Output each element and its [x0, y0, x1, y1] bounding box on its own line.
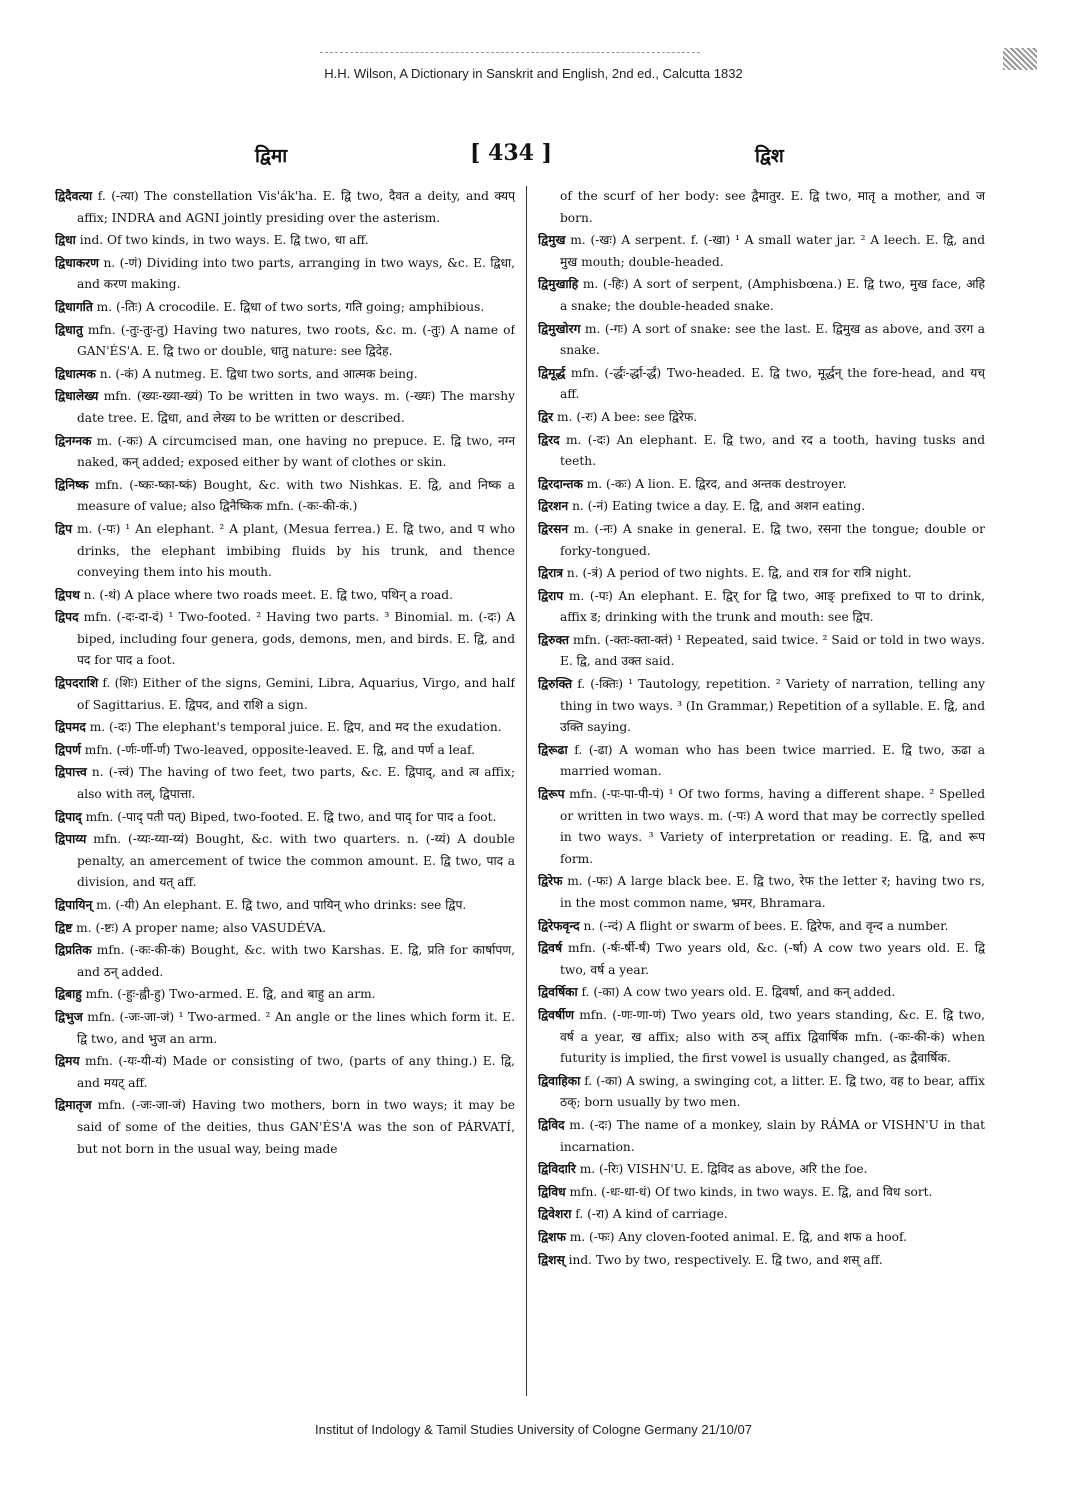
- entry-headword: द्विरशन: [538, 499, 569, 514]
- column-divider: [526, 186, 527, 1396]
- entry-definition: m. (-हिः) A sort of serpent, (Amphisbœna.) E. द्वि two, मुख face, अहि a snake; the double-headed snake.: [560, 277, 985, 313]
- dictionary-entry: [55, 253, 515, 296]
- dictionary-entry: [538, 1227, 985, 1249]
- entry-definition: m. (-पः) An elephant. E. द्विर् for द्वि two, आङ् prefixed to पा to drink, affix ड; drinking with the trunk and mouth: see द्विप.: [560, 588, 985, 625]
- running-head: [0, 140, 1067, 170]
- entry-definition: m. (-रः) A bee: see द्विरेफ.: [557, 409, 698, 424]
- entry-definition: mfn. (-क्तः-क्ता-क्तं) ¹ Repeated, said twice. ² Said or told in two ways. E. द्वि, and उक्त said.: [560, 632, 985, 669]
- entry-definition: m. (-दः) The elephant's temporal juice. E. द्विप, and मद the exudation.: [89, 720, 502, 735]
- entry-headword: द्विरद: [538, 432, 560, 447]
- top-dotted-rule: [320, 52, 700, 53]
- entry-definition: mfn. (-यः-यी-यं) Made or consisting of two, (parts of any thing.) E. द्वि, and मयट् aff.: [77, 1054, 515, 1090]
- page-number: [ 434 ]: [470, 140, 553, 166]
- entry-definition: mfn. (-तुः-तुः-तु) Having two natures, two roots, &c. m. (-तुः) A name of GAN'ÉS'A. E. द्वि two or double, धातु nature: see द्विदेह.: [77, 322, 515, 359]
- dictionary-entry: [55, 1007, 515, 1050]
- entry-definition: ind. Of two kinds, in two ways. E. द्वि two, धा aff.: [79, 233, 369, 248]
- entry-definition: mfn. (-पः-पा-पी-पं) ¹ Of two forms, having a different shape. ² Spelled or written in two ways. m. (-पः) A word that may be correctly spelled in two ways. ³ Variety of interpretation or reading. E. द्वि, and रूप form.: [560, 787, 985, 866]
- dictionary-entry: [55, 673, 515, 716]
- entry-definition: f. (शिः) Either of the signs, Gemini, Libra, Aquarius, Virgo, and half of Sagittarius. E. द्विपद, and राशि a sign.: [77, 676, 515, 712]
- entry-headword: द्विप: [55, 521, 73, 536]
- dictionary-entry: [55, 984, 515, 1006]
- entry-definition: m. (-ष्टः) A proper name; also VASUDÉVA.: [76, 920, 327, 935]
- entry-definition: mfn. (-य्यः-य्या-य्यं) Bought, &c. with two quarters. n. (-य्यं) A double penalty, an amercement of twice the common amount. E. द्वि two, पाद a division, and यत् aff.: [77, 832, 515, 890]
- dictionary-entry: [55, 829, 515, 894]
- entry-definition: f. (-ढा) A woman who has been twice married. E. द्वि two, ऊढा a married woman.: [560, 742, 985, 779]
- dictionary-entry: [55, 895, 515, 917]
- entry-headword: द्विराप: [538, 588, 564, 603]
- dictionary-entry: [55, 740, 515, 762]
- dictionary-entry: [538, 784, 985, 870]
- entry-definition: m. (-तिः) A crocodile. E. द्विधा of two sorts, गति going; amphibious.: [96, 299, 485, 314]
- entry-definition: m. (-नः) A snake in general. E. द्वि two, रसना the tongue; double or forky-tongued.: [560, 521, 985, 558]
- dictionary-entry: [538, 938, 985, 981]
- dictionary-entry: [538, 430, 985, 473]
- dictionary-entry: [538, 563, 985, 585]
- entry-definition: mfn. (-कः-की-कं) Bought, &c. with two Karshas. E. द्वि, प्रति for कार्षापण, and ठन् added.: [77, 943, 515, 979]
- dictionary-entry: [538, 871, 985, 914]
- entry-definition: m. (-दः) An elephant. E. द्वि two, and रद a tooth, having tusks and teeth.: [560, 432, 985, 469]
- dictionary-entry: [55, 1095, 515, 1160]
- entry-headword: द्विरुक्ति: [538, 677, 573, 692]
- entry-definition: f. (-त्या) The constellation Vis'ák'ha. E. द्वि two, दैवत a deity, and क्यप् affix; INDRA and AGNI jointly presiding over the asterism.: [77, 189, 515, 225]
- entry-definition: m. (-फः) A large black bee. E. द्वि two, रेफ the letter र; having two rs, in the most common name, भ्रमर, Bhramara.: [560, 874, 985, 910]
- entry-headword: द्विशफ: [538, 1229, 566, 1244]
- entry-headword: द्विधाकरण: [55, 255, 99, 270]
- entry-headword: द्विवाहिका: [538, 1073, 581, 1088]
- dictionary-entry: [55, 364, 515, 386]
- dictionary-entry: [538, 496, 985, 518]
- dictionary-entry: [55, 475, 515, 518]
- right-column: [538, 186, 985, 1396]
- entry-headword: द्विरेफ: [538, 874, 563, 889]
- dictionary-entry: [538, 1250, 985, 1272]
- dictionary-entry: [538, 186, 985, 229]
- dictionary-entry: [538, 319, 985, 362]
- dictionary-entry: [538, 230, 985, 273]
- dictionary-entry: [55, 918, 515, 940]
- dictionary-entry: [538, 1071, 985, 1114]
- entry-headword: द्विष्ट: [55, 920, 73, 935]
- entry-headword: द्विशस्: [538, 1252, 565, 1267]
- dictionary-entry: [55, 762, 515, 805]
- entry-headword: द्विरात्र: [538, 566, 564, 581]
- dictionary-entry: [55, 1051, 515, 1094]
- entry-headword: द्विधात्मक: [55, 366, 96, 381]
- entry-headword: द्विरूप: [538, 787, 565, 802]
- dictionary-entry: [538, 740, 985, 783]
- entry-definition: mfn. (-जः-जा-जं) ¹ Two-armed. ² An angle or the lines which form it. E. द्वि two, and भुज an arm.: [77, 1009, 515, 1046]
- dictionary-entry: [538, 1204, 985, 1226]
- entry-headword: द्विनिष्क: [55, 477, 89, 492]
- entry-headword: द्विधागति: [55, 299, 93, 314]
- entry-headword: द्विरूढा: [538, 742, 568, 757]
- entry-definition: ind. Two by two, respectively. E. द्वि two, and शस् aff.: [568, 1252, 883, 1267]
- entry-definition: n. (-कं) A nutmeg. E. द्विधा two sorts, and आत्मक being.: [99, 366, 418, 381]
- entry-headword: द्विमुखाहि: [538, 277, 579, 292]
- entry-headword: द्विपदराशि: [55, 676, 99, 691]
- entry-headword: द्विवेशरा: [538, 1207, 572, 1222]
- entry-definition: mfn. (-र्षः-र्षी-र्षं) Two years old, &c. (-र्षा) A cow two years old. E. द्वि two, वर्ष a year.: [560, 941, 985, 977]
- entry-definition: n. (-थं) A place where two roads meet. E. द्वि two, पथिन् a road.: [83, 587, 453, 602]
- entry-headword: द्विबाहु: [55, 987, 82, 1002]
- entry-definition: mfn. (-ष्कः-ष्का-ष्कं) Bought, &c. with two Nishkas. E. द्वि, and निष्क a measure of value; also द्विनैष्किक mfn. (-कः-की-कं.): [77, 477, 515, 514]
- dictionary-entry: [538, 916, 985, 938]
- entry-definition: mfn. (-र्णः-र्णी-र्णं) Two-leaved, opposite-leaved. E. द्वि, and पर्ण a leaf.: [84, 742, 475, 757]
- entry-headword: द्विभुज: [55, 1009, 83, 1024]
- dictionary-entry: [55, 585, 515, 607]
- entry-definition: n. (-नं) Eating twice a day. E. द्वि, and अशन eating.: [572, 499, 866, 514]
- entry-headword: द्विमातृज: [55, 1098, 92, 1113]
- dictionary-entry: [538, 519, 985, 562]
- entry-definition: mfn. (-पाद् पती पत्) Biped, two-footed. E. द्वि two, and पाद् for पाद a foot.: [85, 809, 497, 824]
- entry-definition: n. (-णं) Dividing into two parts, arranging in two ways, &c. E. द्विधा, and करण making.: [77, 255, 515, 292]
- entry-headword: द्विवर्षीण: [538, 1007, 574, 1022]
- entry-definition: m. (-पः) ¹ An elephant. ² A plant, (Mesua ferrea.) E. द्वि two, and प who drinks, the elephant imbibing fluids by his trunk, and thence conveying them into his mouth.: [77, 521, 515, 580]
- entry-headword: द्विमुख: [538, 233, 566, 248]
- entry-headword: द्विर: [538, 409, 554, 424]
- entry-definition: m. (-फः) Any cloven-footed animal. E. द्वि, and शफ a hoof.: [569, 1229, 907, 1244]
- dictionary-entry: [538, 1115, 985, 1158]
- entry-definition: f. (-का) A cow two years old. E. द्विवर्षा, and कन् added.: [581, 985, 896, 1000]
- entry-headword: द्विरसन: [538, 521, 569, 536]
- entry-headword: द्विपद: [55, 610, 79, 625]
- entry-headword: द्विविध: [538, 1184, 566, 1199]
- entry-headword: द्विधा: [55, 233, 76, 248]
- entry-headword: द्विधातु: [55, 322, 83, 337]
- entry-definition: m. (-दः) The name of a monkey, slain by RÁMA or VISHN'U in that incarnation.: [560, 1117, 985, 1154]
- entry-definition: mfn. (-र्द्धः-र्द्धा-र्द्धं) Two-headed. E. द्वि two, मूर्द्धन् the fore-head, and यच् aff.: [560, 365, 985, 402]
- entry-definition: n. (-न्दं) A flight or swarm of bees. E. द्विरेफ, and वृन्द a number.: [583, 918, 949, 933]
- dictionary-entry: [538, 1182, 985, 1204]
- entry-headword: द्विरुक्त: [538, 632, 569, 647]
- entry-headword: द्विरदान्तक: [538, 476, 583, 491]
- running-head-right: द्विश: [755, 145, 784, 167]
- entry-headword: द्विपायिन्: [55, 898, 93, 912]
- entry-definition: m. (-रिः) VISHN'U. E. द्विविद as above, अरि the foe.: [579, 1162, 868, 1177]
- entry-definition: m. (-कः) A circumcised man, one having no prepuce. E. द्वि two, नग्न naked, कन् added; exposed either by want of clothes or skin.: [77, 433, 515, 470]
- entry-definition: m. (-कः) A lion. E. द्विरद, and अन्तक destroyer.: [586, 476, 847, 491]
- dictionary-entry: [55, 230, 515, 252]
- dictionary-entry: [55, 386, 515, 429]
- dictionary-entry: [538, 630, 985, 673]
- dictionary-entry: [538, 674, 985, 739]
- entry-definition: n. (-त्त्वं) The having of two feet, two parts, &c. E. द्विपाद्, and त्व affix; also with तल्, द्विपात्ता.: [77, 765, 515, 802]
- dictionary-entry: [55, 607, 515, 672]
- entry-definition: mfn. (-णः-णा-णं) Two years old, two years standing, &c. E. द्वि two, वर्ष a year, ख affix; also with ठञ् affix द्विवार्षिक mfn. (-कः-की-कं) when futurity is implied, the first vowel is usually changed, as द्वैवार्षिक.: [560, 1007, 985, 1066]
- left-column: [55, 186, 515, 1396]
- entry-headword: द्विपथ: [55, 587, 80, 602]
- entry-headword: द्विमूर्द्ध: [538, 365, 566, 380]
- entry-definition: mfn. (-दः-दा-दं) ¹ Two-footed. ² Having two parts. ³ Binomial. m. (-दः) A biped, including four genera, gods, demons, men, and birds. E. द्वि, and पद for पाद a foot.: [77, 610, 515, 668]
- entry-headword: द्विप्रतिक: [55, 943, 92, 958]
- entry-headword: द्विवर्ष: [538, 941, 562, 956]
- dictionary-entry: [538, 1005, 985, 1070]
- dictionary-entry: [55, 807, 515, 829]
- dictionary-entry: [538, 407, 985, 429]
- dictionary-entry: [55, 940, 515, 983]
- dictionary-entry: [55, 320, 515, 363]
- entry-headword: द्विरेफवृन्द: [538, 918, 580, 933]
- entry-definition: mfn. (-धः-धा-धं) Of two kinds, in two ways. E. द्वि, and विध sort.: [569, 1184, 933, 1199]
- entry-definition: mfn. (ख्यः-ख्या-ख्यं) To be written in two ways. m. (-ख्यः) The marshy date tree. E. द्विधा, and लेख्य to be written or described.: [77, 389, 515, 425]
- source-citation: H.H. Wilson, A Dictionary in Sanskrit and English, 2nd ed., Calcutta 1832: [324, 66, 743, 81]
- dictionary-entry: [55, 297, 515, 319]
- entry-headword: द्विधालेख्य: [55, 389, 99, 404]
- dictionary-entry: [538, 274, 985, 317]
- entry-headword: द्विदैवत्या: [55, 189, 93, 203]
- entry-headword: द्विविद: [538, 1117, 565, 1132]
- entry-definition: m. (-गः) A sort of snake: see the last. E. द्विमुख as above, and उरग a snake.: [560, 321, 985, 358]
- dictionary-entry: [55, 717, 515, 739]
- entry-definition: mfn. (-जः-जा-जं) Having two mothers, born in two ways; it may be said of some of the deities, thus GAN'ÉS'A was the son of PÁRVATÍ, but not born in the usual way, being made: [77, 1098, 515, 1156]
- entry-definition: m. (-यी) An elephant. E. द्वि two, and पायिन् who drinks: see द्विप.: [96, 898, 467, 912]
- entry-definition: n. (-त्रं) A period of two nights. E. द्वि, and रात्र for रात्रि night.: [566, 566, 912, 581]
- dictionary-entry: [538, 1159, 985, 1181]
- running-head-left: द्विमा: [255, 145, 288, 167]
- entry-headword: द्विपाय्य: [55, 832, 87, 847]
- dictionary-entry: [55, 431, 515, 474]
- dictionary-entry: [538, 474, 985, 496]
- dictionary-entry: [538, 982, 985, 1004]
- digitization-credit: Institut of Indology & Tamil Studies University of Cologne Germany 21/10/07: [315, 1422, 752, 1437]
- entry-definition: mfn. (-हुः-ह्वी-हु) Two-armed. E. द्वि, and बाहु an arm.: [85, 987, 376, 1002]
- entry-definition: f. (-क्तिः) ¹ Tautology, repetition. ² Variety of narration, telling any thing in two ways. ³ (In Grammar,) Repetition of a syllable. E. द्वि, and उक्ति saying.: [560, 677, 985, 735]
- entry-definition: of the scurf of her body: see द्वैमातुर. E. द्वि two, मातृ a mother, and ज born.: [560, 189, 985, 225]
- entry-headword: द्विमय: [55, 1054, 80, 1069]
- dictionary-entry: [538, 363, 985, 406]
- entry-headword: द्विपाद्: [55, 809, 82, 824]
- dictionary-entry: [538, 586, 985, 629]
- entry-headword: द्विनग्नक: [55, 433, 92, 448]
- entry-definition: f. (-का) A swing, a swinging cot, a litter. E. द्वि two, वह to bear, affix ठक्; born usually by two men.: [560, 1073, 985, 1110]
- entry-definition: m. (-खः) A serpent. f. (-खा) ¹ A small water jar. ² A leech. E. द्वि, and मुख mouth; double-headed.: [560, 233, 985, 269]
- entry-headword: द्विमुखोरग: [538, 321, 581, 336]
- entry-definition: f. (-रा) A kind of carriage.: [575, 1207, 728, 1222]
- entry-headword: द्विपात्त्व: [55, 765, 87, 780]
- dictionary-entry: [55, 186, 515, 229]
- dictionary-entry: [55, 519, 515, 584]
- entry-headword: द्विवर्षिका: [538, 985, 578, 1000]
- entry-headword: द्विपमद: [55, 720, 86, 735]
- entry-headword: द्विविदारि: [538, 1162, 576, 1177]
- entry-headword: द्विपर्ण: [55, 742, 81, 757]
